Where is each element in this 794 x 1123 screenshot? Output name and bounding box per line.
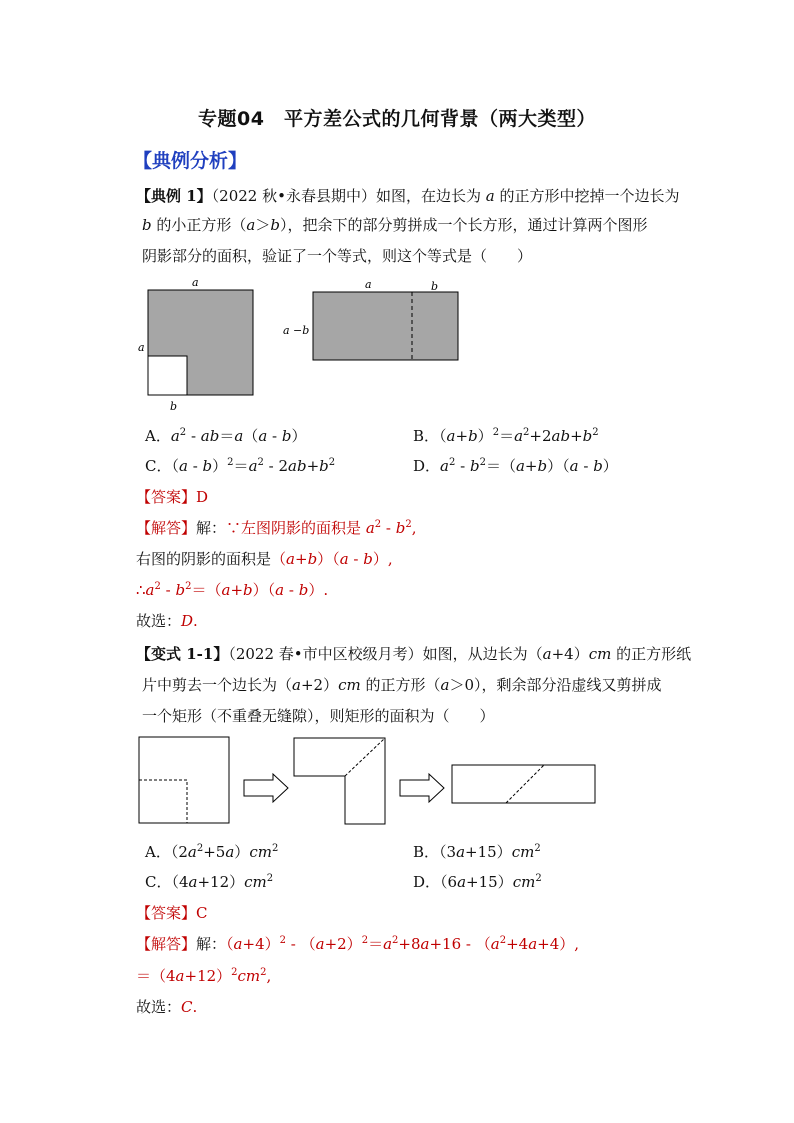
ex2-question-line3: 一个矩形（不重叠无缝隙），则矩形的面积为（ ） [142, 707, 495, 725]
ex1-option-c[interactable]: C．$(a - b)^2=a^2 - 2ab+b^2$ [145, 457, 336, 475]
ex2-sol3-a: 故选： [136, 998, 182, 1016]
result-rectangle [452, 765, 595, 803]
ex1-question-line1: 【典例 1】（2022 秋•永春县期中）如图，在边长为 a 的正方形中挖掉一个边长为 [136, 187, 680, 205]
ex1-sol-label: 【解答】 [136, 519, 197, 537]
ex2-option-b[interactable]: B．$(3a+15)cm^2$ [413, 843, 541, 861]
rearranged-rectangle-shaded [313, 292, 458, 360]
ex1-q4: ），把余下的部分剪拼成一个长方形，通过计算两个图形 [279, 216, 648, 234]
ex1-solution-line4: 故选：D. [136, 612, 198, 630]
small-square-removed [148, 356, 187, 395]
ex1-q1: 如图，在边长为 [375, 187, 481, 205]
label-a-minus-b: a −b [283, 324, 310, 337]
ex1-question-line3: 阴影部分的面积，验证了一个等式，则这个等式是（ ） [142, 247, 533, 265]
ex2-answer-value: C [196, 904, 208, 922]
label-a-rect: a [365, 278, 372, 291]
ex1-option-d[interactable]: D．$a^2 - b^2=(a+b)(a - b)$ [413, 457, 618, 475]
ex1-tag: 【典例 1】 [136, 187, 212, 205]
ex2-source: （2022 春•市中区校级月考） [228, 645, 423, 663]
ex1-answer-value: D [196, 488, 209, 506]
ex2-sol-prefix: 解： [196, 935, 227, 953]
ex2-option-a[interactable]: A．$(2a^2+5a)cm^2$ [145, 843, 279, 861]
ex2-answer [136, 903, 208, 923]
ex1-answer-label: 【答案】 [136, 488, 197, 506]
ex2-tag: 【变式 1-1】 [136, 645, 229, 663]
ex1-source: （2022 秋•永春县期中） [211, 187, 376, 205]
page-title: 专题04 平方差公式的几何背景（两大类型） [198, 108, 596, 130]
arrow-right-1 [244, 774, 288, 802]
ex2-option-c[interactable]: C．$(4a+12)cm^2$ [145, 873, 274, 891]
section-heading: 【典例分析】 [133, 150, 248, 172]
ex1-q3: 的小正方形（ [156, 216, 247, 234]
ex1-figure [130, 272, 480, 420]
ex2-question-line1: 【变式 1-1】（2022 春•市中区校级月考）如图，从边长为（a+4）cm 的正方形纸 [136, 645, 692, 663]
ex1-option-a[interactable]: A．$a^2 - ab=a(a - b)$ [145, 427, 307, 445]
arrow-right-2 [400, 774, 444, 802]
label-b-bottom: b [170, 400, 178, 413]
label-a-left: a [138, 341, 145, 354]
ex1-sol2-a: 右图的阴影的面积是 [136, 550, 272, 568]
ex1-sol4-a: 故选： [136, 612, 182, 630]
ex1-solution-line1: 【解答】解：∵左图阴影的面积是 $a^2 - b^2$, [136, 519, 417, 537]
ex1-solution-line3: $\therefore a^2 - b^2=(a+b)(a - b)$. [136, 581, 329, 599]
ex1-sol-prefix: 解： [196, 519, 227, 537]
ex2-sol-label: 【解答】 [136, 935, 197, 953]
ex1-question-line2: b 的小正方形（a＞b），把余下的部分剪拼成一个长方形，通过计算两个图形 [142, 216, 648, 234]
ex2-option-d[interactable]: D．$(6a+15)cm^2$ [413, 873, 542, 891]
label-a-top: a [192, 276, 199, 289]
ex1-q2: 的正方形中挖掉一个边长为 [499, 187, 680, 205]
label-b-rect: b [431, 280, 439, 293]
ex1-option-b[interactable]: B．$(a+b)^2=a^2+2ab+b^2$ [413, 427, 599, 445]
ex1-solution-line2: 右图的阴影的面积是（a+b）（a - b）, [136, 550, 393, 568]
ex2-solution-line1: 【解答】解：$(a+4)^2 - (a+2)^2=a^2+8a+16 - (a^2+4a+4)$, [136, 935, 580, 953]
ex2-question-line2: 片中剪去一个边长为（a+2）cm 的正方形（a＞0），剩余部分沿虚线又剪拼成 [142, 676, 662, 694]
ex2-solution-line2: $=(4a+12)^2cm^2$, [136, 967, 272, 985]
ex2-figure [130, 732, 610, 832]
ex1-answer [136, 487, 208, 507]
ex2-answer-label: 【答案】 [136, 904, 197, 922]
ex2-solution-line3: 故选：C. [136, 998, 198, 1016]
